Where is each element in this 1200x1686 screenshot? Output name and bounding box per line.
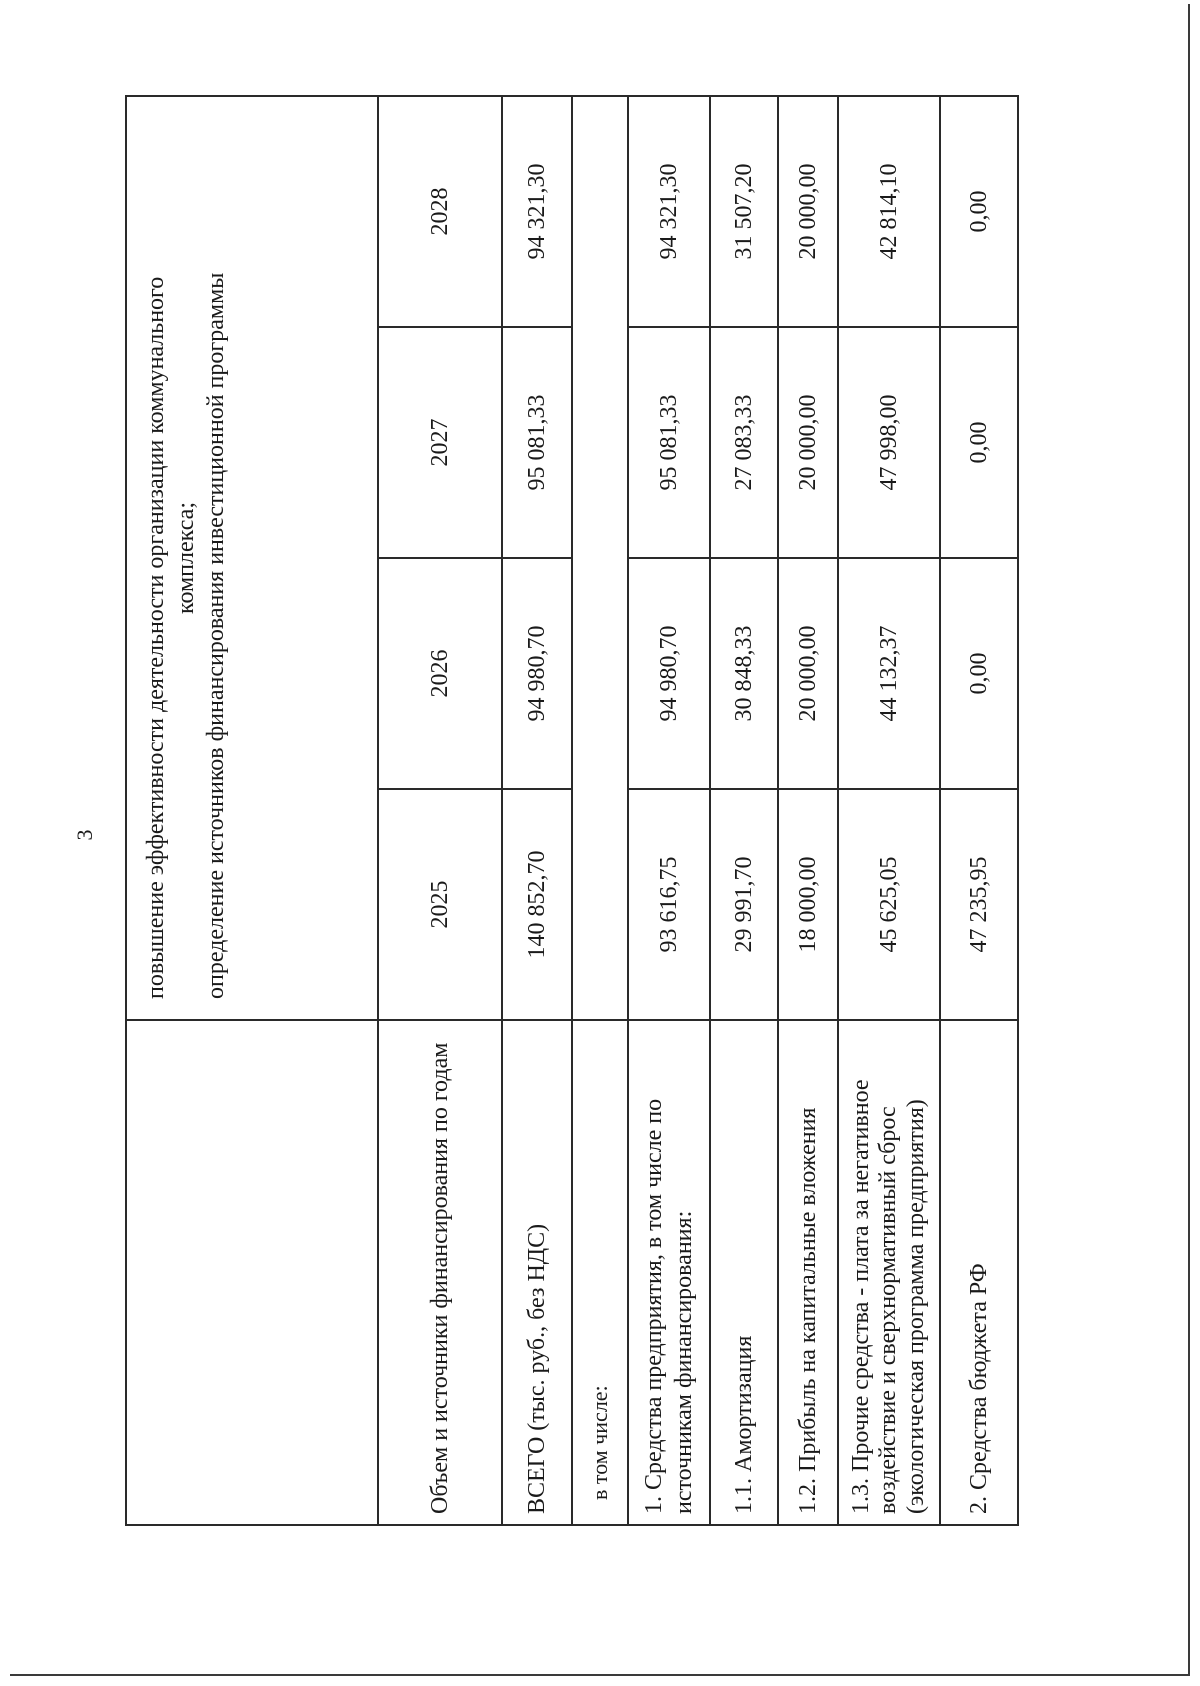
value-cell: 18 000,00: [778, 789, 838, 1020]
value-cell: 20 000,00: [778, 558, 838, 789]
purpose-cell: [126, 96, 378, 1020]
value-cell: 44 132,37: [838, 558, 940, 789]
value-cell: 47 998,00: [838, 327, 940, 558]
purpose-line-2: комплекса;: [173, 502, 199, 614]
purpose-line-3: определение источников финансирования инвестиционной программы: [203, 272, 229, 999]
value-cell: 0,00: [940, 558, 1018, 789]
value-cell: 94 321,30: [628, 96, 710, 327]
value-cell: 0,00: [940, 96, 1018, 327]
value-cell: 94 980,70: [502, 558, 572, 789]
purpose-line-1: повышение эффективности деятельности организации коммунального: [143, 276, 169, 999]
financing-table: [125, 95, 1019, 1526]
row-label: 1.2. Прибыль на капитальные вложения: [778, 1020, 838, 1525]
row-label: в том числе:: [572, 1020, 628, 1525]
value-cell: 31 507,20: [710, 96, 778, 327]
value-cell: 20 000,00: [778, 96, 838, 327]
table-row-budget: [940, 96, 1018, 1525]
year-cell: 2028: [378, 96, 502, 327]
value-cell: 94 321,30: [502, 96, 572, 327]
row-label: 1.1. Амортизация: [710, 1020, 778, 1525]
value-cell: 30 848,33: [710, 558, 778, 789]
value-cell: 95 081,33: [502, 327, 572, 558]
row-label: 1. Средства предприятия, в том числе по источникам финансирования:: [628, 1020, 710, 1525]
year-cell: 2027: [378, 327, 502, 558]
value-cell: 0,00: [940, 327, 1018, 558]
year-cell: 2025: [378, 789, 502, 1020]
value-cell: 42 814,10: [838, 96, 940, 327]
year-cell: 2026: [378, 558, 502, 789]
table-row-own-funds: [628, 96, 710, 1525]
value-cell: 20 000,00: [778, 327, 838, 558]
row-label: 1.3. Прочие средства - плата за негативное воздействие и сверхнормативный сброс (экологическая программа предприятия): [838, 1020, 940, 1525]
row-label: 2. Средства бюджета РФ: [940, 1020, 1018, 1525]
rotated-sheet: [125, 96, 1200, 1526]
value-cell: 47 235,95: [940, 789, 1018, 1020]
value-cell: 29 991,70: [710, 789, 778, 1020]
table-row-other-funds: [838, 96, 940, 1525]
table-row-total: [502, 96, 572, 1525]
including-spacer-cell: [572, 96, 628, 1020]
value-cell: 93 616,75: [628, 789, 710, 1020]
row-label: ВСЕГО (тыс. руб., без НДС): [502, 1020, 572, 1525]
header-label-cell: Объем и источники финансирования по годам: [378, 1020, 502, 1525]
table-row-including: [572, 96, 628, 1525]
value-cell: 94 980,70: [628, 558, 710, 789]
table-row-profit: [778, 96, 838, 1525]
page-number: 3: [72, 829, 97, 841]
years-row: [378, 96, 502, 1525]
value-cell: 27 083,33: [710, 327, 778, 558]
purpose-row: [126, 96, 378, 1525]
value-cell: 95 081,33: [628, 327, 710, 558]
blank-corner-cell: [126, 1020, 378, 1525]
value-cell: 140 852,70: [502, 789, 572, 1020]
value-cell: 45 625,05: [838, 789, 940, 1020]
table-row-amortization: [710, 96, 778, 1525]
